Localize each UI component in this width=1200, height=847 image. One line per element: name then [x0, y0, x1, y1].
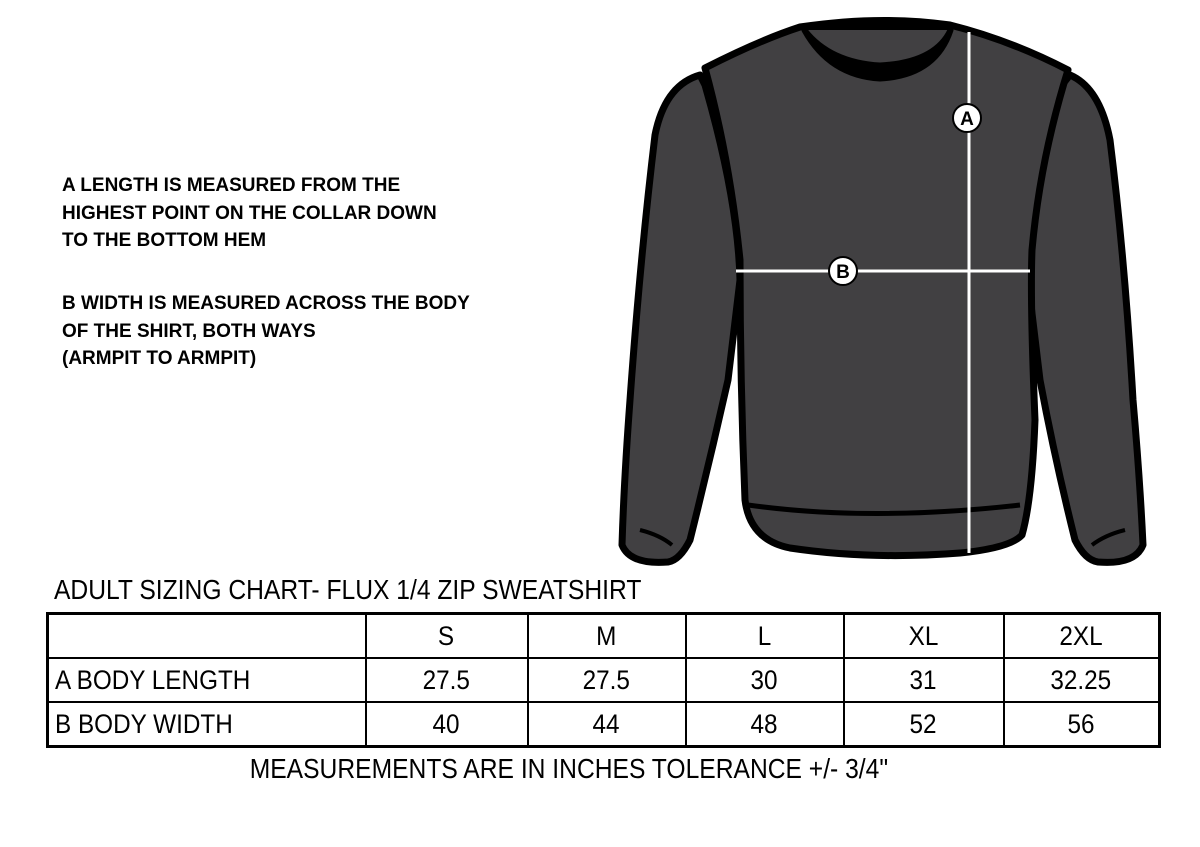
note-line: (ARMPIT TO ARMPIT): [62, 348, 257, 369]
shirt-body: [705, 20, 1068, 555]
marker-b: [829, 257, 857, 285]
note-line: OF THE SHIRT, BOTH WAYS: [62, 320, 316, 342]
table-cell: 30: [686, 658, 844, 702]
measurement-footnote: MEASUREMENTS ARE IN INCHES TOLERANCE +/- 3/4": [249, 753, 889, 784]
table-cell: 48: [686, 702, 844, 747]
row-label: A BODY LENGTH: [48, 658, 366, 702]
note-line: HIGHEST POINT ON THE COLLAR DOWN: [62, 202, 437, 224]
table-row: [48, 658, 1160, 702]
table-cell: 32.25: [1004, 658, 1160, 702]
note-line: A LENGTH IS MEASURED FROM THE: [62, 175, 401, 196]
header-cell: XL: [844, 614, 1004, 659]
header-cell: [48, 614, 366, 659]
table-cell: 27.5: [366, 658, 528, 702]
table-cell: 31: [844, 658, 1004, 702]
note-line: TO THE BOTTOM HEM: [62, 230, 267, 251]
note-line: B WIDTH IS MEASURED ACROSS THE BODY: [62, 293, 470, 314]
table-cell: 52: [844, 702, 1004, 747]
chart-title: ADULT SIZING CHART- FLUX 1/4 ZIP SWEATSHIRT: [54, 574, 642, 605]
table-header-row: [48, 614, 1160, 659]
table-cell: 40: [366, 702, 528, 747]
table-row: [48, 702, 1160, 747]
header-cell: S: [366, 614, 528, 659]
svg-text:A: A: [960, 109, 974, 130]
table-cell: 56: [1004, 702, 1160, 747]
size-table: [46, 612, 1161, 748]
header-cell: M: [528, 614, 686, 659]
table-cell: 27.5: [528, 658, 686, 702]
table-cell: 44: [528, 702, 686, 747]
header-cell: L: [686, 614, 844, 659]
header-cell: 2XL: [1004, 614, 1160, 659]
svg-text:B: B: [836, 262, 850, 283]
row-label: B BODY WIDTH: [48, 702, 366, 747]
marker-a: [953, 104, 981, 132]
